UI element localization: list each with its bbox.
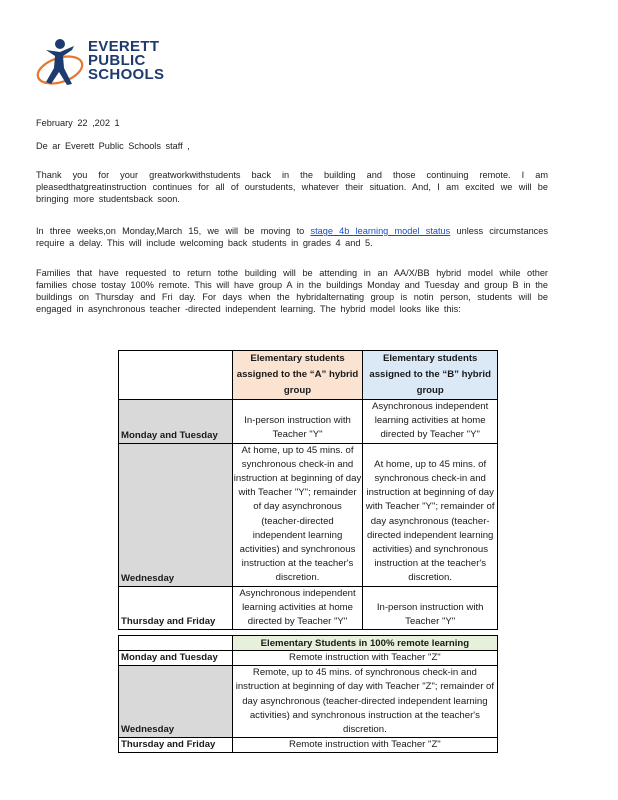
table-row bbox=[119, 400, 498, 444]
group-a-wednesday: At home, up to 45 mins. of synchronous check-in and instruction at beginning of day with Teacher "Y"; remainder of day asynchronous (teacher-directed independent learning activities) and synchronous instruction at the teacher's discretion. bbox=[232, 443, 363, 586]
table-row bbox=[119, 651, 498, 666]
row-label-thu-fri: Thursday and Friday bbox=[119, 738, 233, 753]
row-label-mon-tue: Monday and Tuesday bbox=[119, 651, 233, 666]
group-b-thu-fri: In-person instruction with Teacher "Y" bbox=[363, 586, 498, 630]
group-b-wednesday: At home, up to 45 mins. of synchronous check-in and instruction at beginning of day with Teacher "Y"; remainder of day asynchronous (teacher-directed independent learning activities) and synchronous instruction at the teacher's discretion. bbox=[363, 443, 498, 586]
header-corner-cell bbox=[119, 351, 233, 400]
letter-greeting: De ar Everett Public Schools staff , bbox=[36, 141, 190, 151]
table-header-row bbox=[119, 351, 498, 400]
logo-wordmark bbox=[88, 40, 164, 82]
table-row bbox=[119, 586, 498, 630]
group-b-header: Elementary students assigned to the “B” hybrid group bbox=[363, 351, 498, 400]
letter-date: February 22 ,202 1 bbox=[36, 118, 120, 128]
remote-thu-fri: Remote instruction with Teacher "Z" bbox=[232, 738, 497, 753]
district-logo bbox=[36, 34, 176, 94]
header-corner-cell bbox=[119, 636, 233, 651]
logo-line-1: EVERETT bbox=[88, 38, 160, 55]
learning-model-status-link[interactable]: stage 4b learning model status bbox=[310, 226, 451, 236]
table-row bbox=[119, 738, 498, 753]
remote-header: Elementary Students in 100% remote learning bbox=[232, 636, 497, 651]
table-row bbox=[119, 666, 498, 738]
group-a-thu-fri: Asynchronous independent learning activities at home directed by Teacher "Y" bbox=[232, 586, 363, 630]
table-row bbox=[119, 443, 498, 586]
letter-paragraph-3: Families that have requested to return tothe building will be attending in an AA/X/BB hybrid model while other families chose tostay 100% remote. This will have group A in the buildings Monday and Tuesday and group B in the buildings on Thursday and Fri day. For days when the hybridalternating group is notin person, students will be engaged in asynchronous teacher -directed independent learning. The hybrid model looks like this: bbox=[36, 268, 548, 314]
logo-line-2: PUBLIC bbox=[88, 52, 146, 69]
group-a-mon-tue: In-person instruction with Teacher "Y" bbox=[232, 400, 363, 444]
group-a-header: Elementary students assigned to the “A” hybrid group bbox=[232, 351, 363, 400]
remote-schedule-table bbox=[118, 635, 498, 753]
hybrid-schedule-table bbox=[118, 350, 498, 630]
paragraph-2-start: In three weeks,on Monday,March 15, we will be moving to bbox=[36, 226, 311, 236]
remote-wednesday: Remote, up to 45 mins. of synchronous check-in and instruction at beginning of day with Teacher "Z"; remainder of day asynchronous (teacher-directed independent learning activities) and synchronous instruction at the teacher's discretion. bbox=[232, 666, 497, 738]
logo-line-3: SCHOOLS bbox=[88, 66, 165, 83]
table-header-row bbox=[119, 636, 498, 651]
group-b-mon-tue: Asynchronous independent learning activities at home directed by Teacher "Y" bbox=[363, 400, 498, 444]
row-label-wednesday: Wednesday bbox=[119, 443, 233, 586]
row-label-mon-tue: Monday and Tuesday bbox=[119, 400, 233, 444]
row-label-thu-fri: Thursday and Friday bbox=[119, 586, 233, 630]
paragraph-2-end: unless circumstances require a delay. This will include welcoming back students in grades 4 and 5. bbox=[36, 226, 548, 248]
figure-swoosh-logo-icon bbox=[36, 34, 92, 94]
remote-mon-tue: Remote instruction with Teacher "Z" bbox=[232, 651, 497, 666]
letter-paragraph-1: Thank you for your greatworkwithstudents back in the building and those continuing remote. I am pleasedthatgreatinstruction continues for all of ourstudents, whatever their situation. And, I am excited we will be bringing more studentsback soon. bbox=[36, 170, 548, 204]
letter-paragraph-2 bbox=[36, 225, 548, 249]
row-label-wednesday: Wednesday bbox=[119, 666, 233, 738]
